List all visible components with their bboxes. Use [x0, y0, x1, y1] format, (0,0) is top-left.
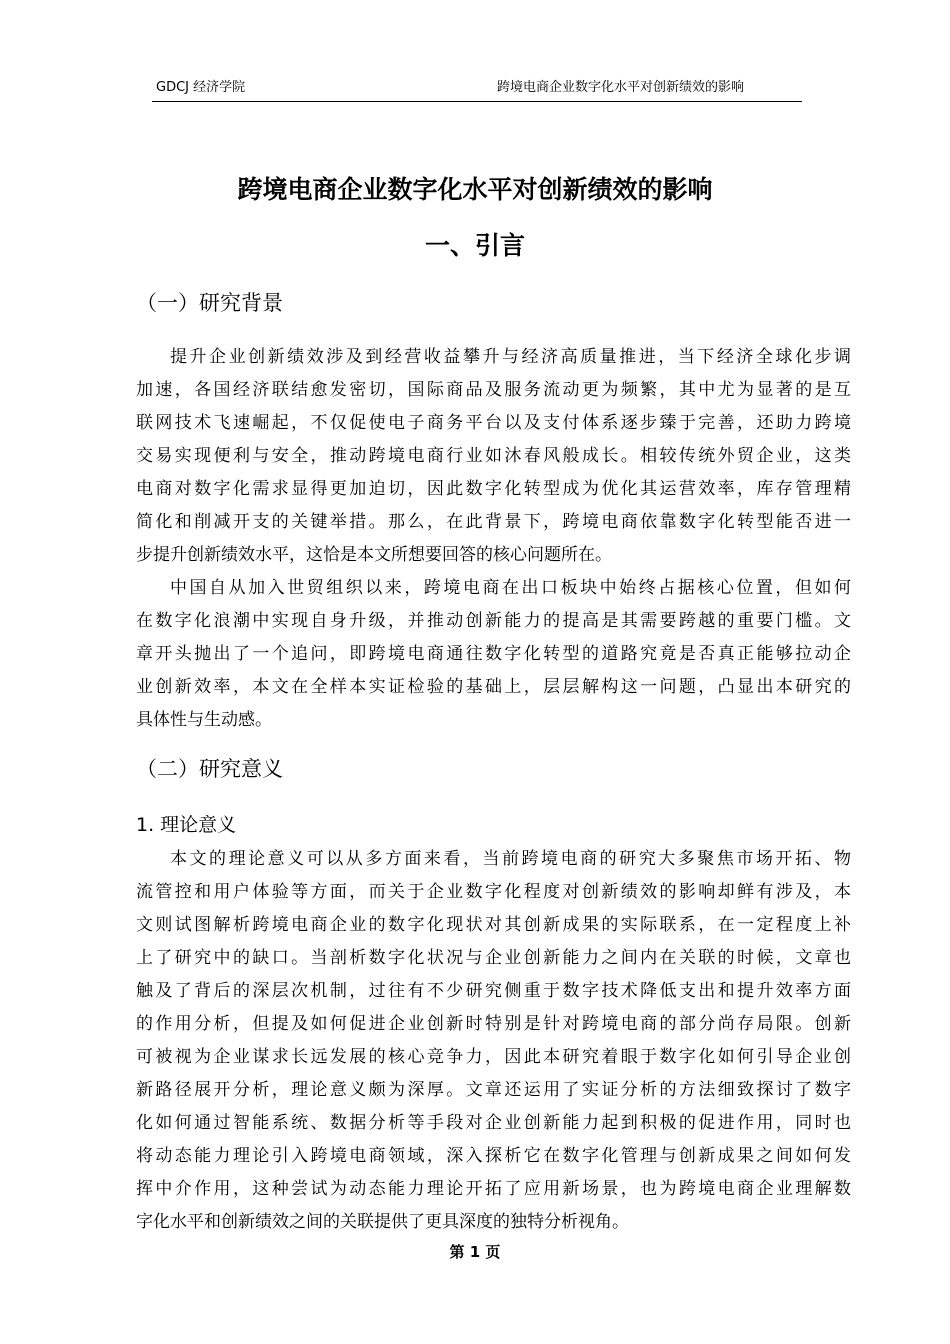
- paragraph-line: 联网技术飞速崛起，不仅促使电子商务平台以及支付体系逐步臻于完善，还助力跨境: [136, 413, 851, 433]
- paragraph-line: 中国自从加入世贸组织以来，跨境电商在出口板块中始终占据核心位置，但如何: [170, 578, 851, 598]
- paragraph-line: 章开头抛出了一个追问，即跨境电商通往数字化转型的道路究竟是否真正能够拉动企: [136, 644, 851, 664]
- paragraph-line: 化如何通过智能系统、数据分析等手段对企业创新能力起到积极的促进作用，同时也: [136, 1113, 851, 1133]
- subsection-heading-significance: （二）研究意义: [136, 757, 283, 781]
- paragraph-line: 可被视为企业谋求长远发展的核心竞争力，因此本研究着眼于数字化如何引导企业创: [136, 1047, 851, 1067]
- paragraph-line: 步提升创新绩效水平，这恰是本文所想要回答的核心问题所在。: [136, 545, 612, 565]
- paragraph-line: 字化水平和创新绩效之间的关联提供了更具深度的独特分析视角。: [136, 1212, 629, 1232]
- subsubsection-heading-theoretical: 1. 理论意义: [136, 814, 237, 836]
- paragraph-line: 触及了背后的深层次机制，过往有不少研究侧重于数字技术降低支出和提升效率方面: [136, 981, 851, 1001]
- paragraph-line: 上了研究中的缺口。当剖析数字化状况与企业创新能力之间内在关联的时候，文章也: [136, 948, 851, 968]
- paragraph-line: 加速，各国经济联结愈发密切，国际商品及服务流动更为频繁，其中尤为显著的是互: [136, 380, 851, 400]
- page-number: 第 1 页: [449, 1243, 501, 1261]
- paragraph-theoretical-significance: [136, 843, 851, 1239]
- paragraph-line: 流管控和用户体验等方面，而关于企业数字化程度对创新绩效的影响却鲜有涉及，本: [136, 882, 851, 902]
- header-rule: [152, 101, 802, 102]
- paragraph-line: 简化和削减开支的关键举措。那么，在此背景下，跨境电商依靠数字化转型能否进一: [136, 512, 851, 532]
- paragraph-line: 提升企业创新绩效涉及到经营收益攀升与经济高质量推进，当下经济全球化步调: [170, 347, 851, 367]
- paragraph-line: 电商对数字化需求显得更加迫切，因此数字化转型成为优化其运营效率，库存管理精: [136, 479, 851, 499]
- paragraph-line: 挥中介作用，这种尝试为动态能力理论开拓了应用新场景，也为跨境电商企业理解数: [136, 1179, 851, 1199]
- paragraph-line: 业创新效率，本文在全样本实证检验的基础上，层层解构这一问题，凸显出本研究的: [136, 677, 851, 697]
- paragraph-line: 文则试图解析跨境电商企业的数字化现状对其创新成果的实际联系，在一定程度上补: [136, 915, 851, 935]
- section-heading-introduction: 一、引言: [424, 231, 525, 260]
- running-header: [152, 78, 802, 102]
- header-paper-title: 跨境电商企业数字化水平对创新绩效的影响: [496, 80, 744, 95]
- header-institution: GDCJ 经济学院: [156, 80, 246, 95]
- paragraph-line: 的作用分析，但提及如何促进企业创新时特别是针对跨境电商的部分尚存局限。创新: [136, 1014, 851, 1034]
- paragraph-background-2: [136, 572, 851, 737]
- paper-title: 跨境电商企业数字化水平对创新绩效的影响: [237, 175, 713, 204]
- subsection-heading-background: （一）研究背景: [136, 291, 283, 315]
- paragraph-line: 在数字化浪潮中实现自身升级，并推动创新能力的提高是其需要跨越的重要门槛。文: [136, 611, 851, 631]
- paragraph-line: 新路径展开分析，理论意义颇为深厚。文章还运用了实证分析的方法细致探讨了数字: [136, 1080, 851, 1100]
- paragraph-line: 将动态能力理论引入跨境电商领域，深入探析它在数字化管理与创新成果之间如何发: [136, 1146, 851, 1166]
- paragraph-line: 本文的理论意义可以从多方面来看，当前跨境电商的研究大多聚焦市场开拓、物: [170, 849, 851, 869]
- paragraph-line: 交易实现便利与安全，推动跨境电商行业如沐春风般成长。相较传统外贸企业，这类: [136, 446, 851, 466]
- paragraph-line: 具体性与生动感。: [136, 710, 272, 730]
- paragraph-background-1: [136, 341, 851, 572]
